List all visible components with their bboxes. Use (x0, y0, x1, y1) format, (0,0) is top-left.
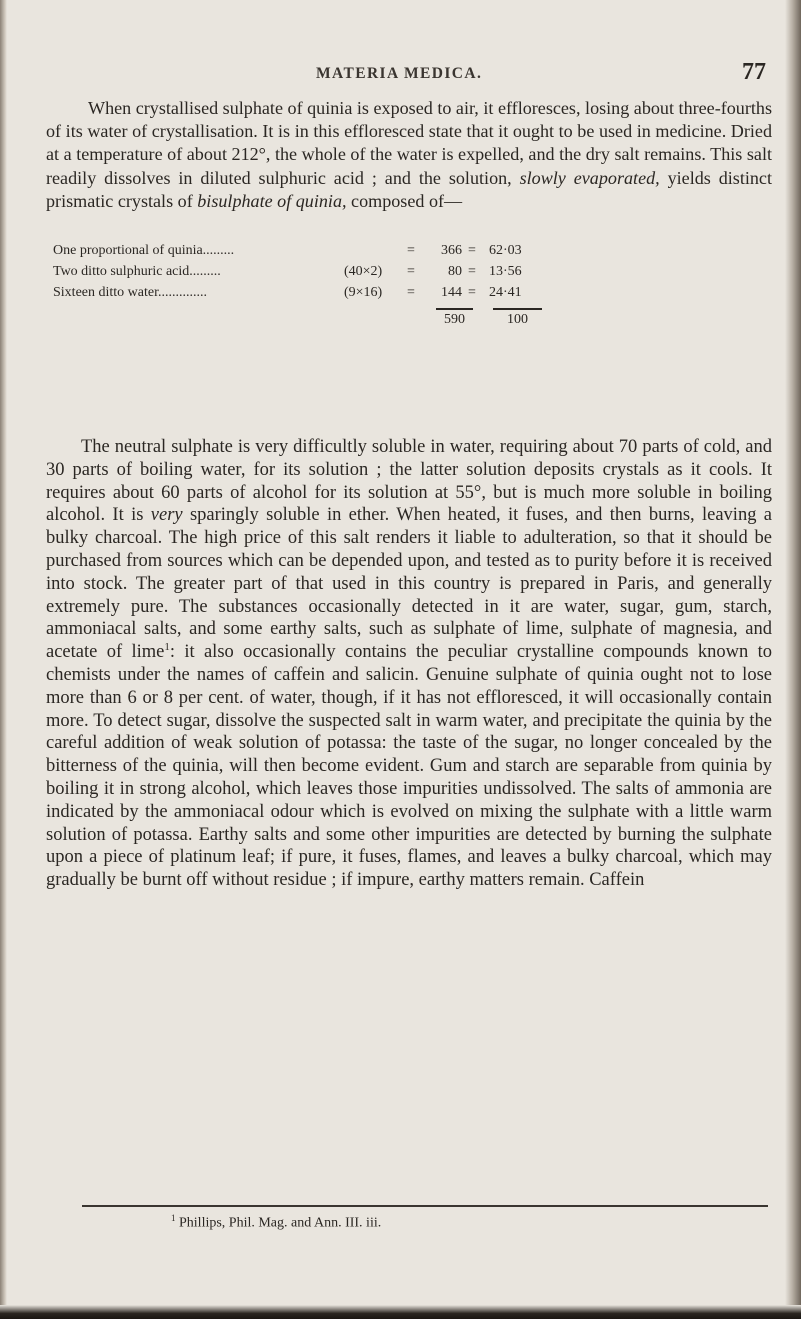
right-page-edge (785, 0, 801, 1319)
footnote-divider (82, 1205, 768, 1207)
total-weight: 590 (444, 312, 465, 327)
para1-italic-1: slowly evaporated, (519, 167, 660, 188)
table-row (53, 264, 673, 285)
para2-italic-1: very (150, 505, 183, 526)
equals-sign: = (407, 243, 415, 258)
row-weight: 366 (441, 243, 462, 258)
equals-sign: = (468, 264, 476, 279)
sum-rule (436, 308, 473, 310)
para2-text-2: sparingly soluble in ether. When heated, it fuses, and then burns, leaving a bulky charcoal. The high price of this salt renders it liable to adulteration, so that it should be purchased from sources which can be depended upon, and tested as to purity before it is received into stock. The greater part of that used in this country is prepared in Paris, and generally extremely pure. The substances occasionally detected in it are water, sugar, gum, starch, ammoniacal salts, and some earthy salts, such as sulphate of lime, sulphate of magnesia, and acetate of lime (46, 505, 772, 663)
row-percent: 13·56 (489, 264, 522, 279)
paragraph-efflorescence (46, 97, 772, 213)
equals-sign: = (468, 243, 476, 258)
left-page-edge (0, 0, 7, 1319)
footnote-reference: 1 (164, 641, 170, 654)
page-header (46, 59, 772, 89)
footnote-text: Phillips, Phil. Mag. and Ann. III. iii. (175, 1215, 382, 1231)
row-label: Sixteen ditto water.............. (53, 285, 207, 300)
table-row (53, 285, 673, 306)
para1-text-2: yields distinct prismatic crystals of (46, 167, 772, 211)
para1-text-1: When crystallised sulphate of quinia is exposed to air, it effloresces, losing about three-fourths of its water of crystallisation. It is in this effloresced state that it ought to be used in medicine. Dried at a temperature of about 212°, the whole of the water is expelled, and the dry salt remains. This salt readily dissolves in diluted sulphuric acid ; and the solution, (46, 98, 772, 188)
row-multiplier: (40×2) (344, 264, 383, 279)
para2-text-1: The neutral sulphate is very difficultly soluble in water, requiring about 70 parts of cold, and 30 parts of boiling water, for its solution ; the latter solution deposits crystals as it cools. It requires about 60 parts of alcohol for its solution at 55°, but is much more soluble in boiling alcohol. It is (46, 437, 772, 526)
page-number: 77 (742, 59, 766, 85)
row-multiplier: (9×16) (344, 285, 383, 300)
equals-sign: = (468, 285, 476, 300)
row-weight: 80 (448, 264, 462, 279)
sum-rule (493, 308, 542, 310)
para1-italic-2: bisulphate of quinia, (197, 190, 347, 211)
row-weight: 144 (441, 285, 462, 300)
bottom-page-edge (0, 1305, 801, 1319)
total-percent: 100 (507, 312, 528, 327)
row-percent: 24·41 (489, 285, 522, 300)
equals-sign: = (407, 285, 415, 300)
row-label: Two ditto sulphuric acid......... (53, 264, 221, 279)
para2-text-3: : it also occasionally contains the peculiar crystalline compounds known to chemists under the names of caffein and salicin. Genuine sulphate of quinia ought not to lose more than 6 or 8 per cent. of water, though, if it has not effloresced, it will occasionally contain more. To detect sugar, dissolve the suspected salt in warm water, and precipitate the quinia by the careful addition of weak solution of potassa: the taste of the sugar, no longer concealed by the bitterness of the quinia, will then become evident. Gum and starch are separable from quinia by boiling it in strong alcohol, which leaves those impurities undissolved. The salts of ammonia are indicated by the ammoniacal odour which is evolved on mixing the sulphate with a little warm solution of potassa. Earthy salts and some other impurities are detected by burning the sulphate upon a piece of platinum leaf; if pure, it fuses, flames, and leaves a bulky charcoal, which may gradually be burnt off without residue ; if impure, earthy matters remain. Caffein (46, 642, 772, 891)
para1-text-3: composed of— (346, 190, 463, 211)
footnote-mark: 1 (171, 1213, 176, 1223)
footnote (171, 1213, 381, 1232)
equals-sign: = (407, 264, 415, 279)
running-head: MATERIA MEDICA. (316, 65, 483, 82)
row-label: One proportional of quinia......... (53, 243, 235, 258)
table-row (53, 243, 673, 264)
row-percent: 62·03 (489, 243, 522, 258)
composition-table (53, 243, 673, 327)
paragraph-neutral-sulphate (46, 436, 772, 892)
